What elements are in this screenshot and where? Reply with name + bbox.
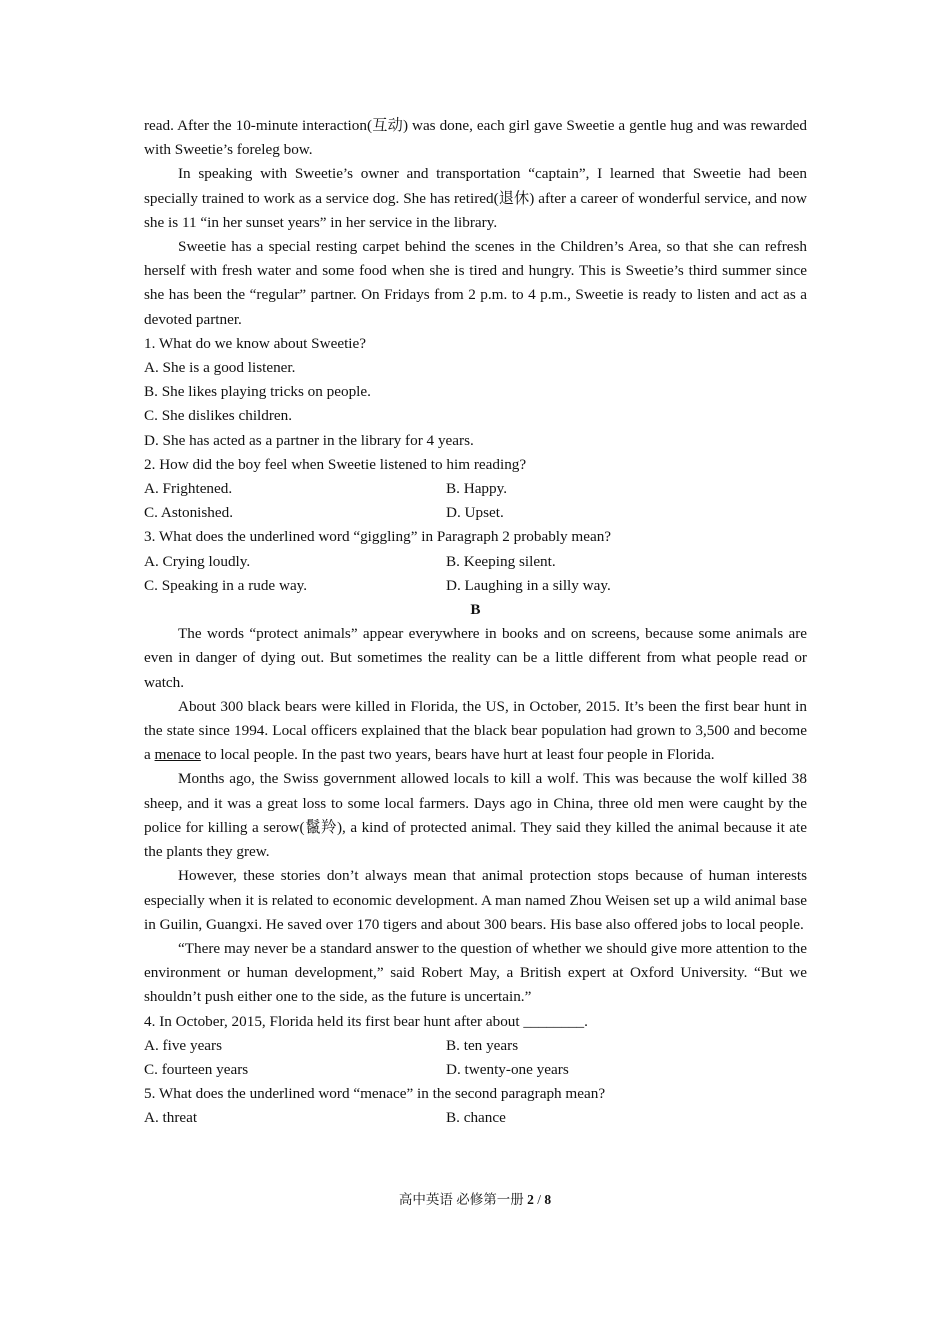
passage-a-paragraph-2: In speaking with Sweetie’s owner and transportation “captain”, I learned that Sweetie had been specially trained to work as a service dog. She has retired(退休) after a career of wonderful service, and now she is 11 “in her sunset years” in her service in the library. <box>144 165 807 231</box>
question-4-option-a: A. five years <box>144 1036 223 1054</box>
footer-page-number: 2 <box>527 1192 534 1207</box>
question-5-option-a: A. threat <box>144 1109 198 1127</box>
section-b-heading: B <box>470 601 481 619</box>
question-2-option-b: B. Happy. <box>446 480 508 498</box>
question-1-option-c: C. She dislikes children. <box>144 407 293 425</box>
page-content <box>144 114 807 1131</box>
passage-a-paragraph-1: read. After the 10-minute interaction(互动) was done, each girl gave Sweetie a gentle hug and was rewarded with Sweetie’s foreleg bow. <box>144 117 807 159</box>
question-2-options-row-1 <box>144 477 807 501</box>
question-3-option-b: B. Keeping silent. <box>446 552 556 570</box>
underlined-word-menace: menace <box>154 746 201 764</box>
question-4-option-c: C. fourteen years <box>144 1060 249 1078</box>
question-3-options-row-1 <box>144 550 807 574</box>
question-4-stem: 4. In October, 2015, Florida held its first bear hunt after about ________. <box>144 1012 588 1030</box>
question-3-options-row-2 <box>144 574 807 598</box>
question-3-option-c: C. Speaking in a rude way. <box>144 576 308 594</box>
passage-b-paragraph-5: “There may never be a standard answer to the question of whether we should give more attention to the environment or human development,” said Robert May, a British expert at Oxford University. “But we shouldn’t push either one to the side, as the future is uncertain.” <box>144 939 807 1006</box>
question-2-stem: 2. How did the boy feel when Sweetie listened to him reading? <box>144 455 527 473</box>
question-2-option-d: D. Upset. <box>446 504 504 522</box>
question-4-option-d: D. twenty-one years <box>446 1060 569 1078</box>
passage-b-paragraph-1: The words “protect animals” appear everywhere in books and on screens, because some animals are even in danger of dying out. But sometimes the reality can be a little different from what people read or watch. <box>144 625 807 691</box>
question-5-stem: 5. What does the underlined word “menace” in the second paragraph mean? <box>144 1085 606 1103</box>
question-3-option-d: D. Laughing in a silly way. <box>446 576 611 594</box>
footer-book-label: 高中英语 必修第一册 <box>398 1192 524 1207</box>
passage-a-paragraph-3: Sweetie has a special resting carpet behind the scenes in the Children’s Area, so that she can refresh herself with fresh water and some food when she is tired and hungry. This is Sweetie’s third summer since she has been the “regular” partner. On Fridays from 2 p.m. to 4 p.m., Sweetie is ready to listen and act as a devoted partner. <box>144 238 807 328</box>
footer-page-total: 8 <box>544 1192 552 1207</box>
question-4-options-row-2 <box>144 1058 807 1082</box>
question-1-option-d: D. She has acted as a partner in the library for 4 years. <box>144 431 474 449</box>
question-3-stem: 3. What does the underlined word “giggling” in Paragraph 2 probably mean? <box>144 528 612 546</box>
passage-b-paragraph-4: However, these stories don’t always mean that animal protection stops because of human interests especially when it is related to economic development. A man named Zhou Weisen set up a wild animal base in Guilin, Guangxi. He saved over 170 tigers and about 300 bears. His base also offered jobs to local people. <box>144 867 807 933</box>
question-1-option-a: A. She is a good listener. <box>144 359 296 377</box>
question-2-options-row-2 <box>144 501 807 525</box>
passage-b-paragraph-2-text-before: About 300 black bears were killed in Florida, the US, in October, 2015. It’s been the first bear hunt in the state since 1994. Local officers explained that the black bear population had grown to 3,500 and become a <box>144 697 807 764</box>
question-3-option-a: A. Crying loudly. <box>144 552 251 570</box>
passage-b-paragraph-2 <box>144 695 807 768</box>
page-footer <box>0 1190 950 1210</box>
passage-b-paragraph-2-text-after: to local people. In the past two years, bears have hurt at least four people in Florida. <box>200 746 715 764</box>
question-1-option-b: B. She likes playing tricks on people. <box>144 383 371 401</box>
question-5-option-b: B. chance <box>446 1109 506 1127</box>
question-4-option-b: B. ten years <box>446 1036 519 1054</box>
footer-page-separator: / <box>537 1192 541 1207</box>
question-4-options-row-1 <box>144 1034 807 1058</box>
question-2-option-c: C. Astonished. <box>144 504 234 522</box>
passage-b-paragraph-3: Months ago, the Swiss government allowed locals to kill a wolf. This was because the wolf killed 38 sheep, and it was a great loss to some local farmers. Days ago in China, three old men were caught by the police for killing a serow(鬣羚), a kind of protected animal. They said they killed the animal because it ate the plants they grew. <box>144 770 807 861</box>
question-5-options-row-1 <box>144 1106 807 1130</box>
question-1-stem: 1. What do we know about Sweetie? <box>144 334 366 352</box>
question-2-option-a: A. Frightened. <box>144 480 233 498</box>
